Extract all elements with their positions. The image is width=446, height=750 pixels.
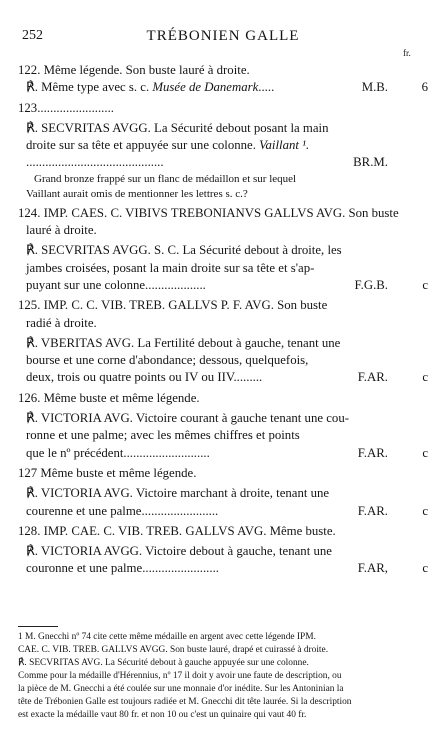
entry-line [18,485,428,502]
entry-line [18,297,428,314]
entry-line [18,100,428,117]
metal-reference: F.AR. [357,503,388,518]
entry-text: droite sur sa tête et appuyée sur une colonne. [26,138,260,153]
entry-text: 127 Même buste et même légende. [18,465,197,480]
entry-text: deux, trois ou quatre points ou IV ou IIV......... [26,370,263,385]
entry-text: Vaillant aurait omis de mentionner les lettres s. c.? [26,187,248,200]
footnote-line: 1 M. Gnecchi nº 74 cite cette même médaille en argent avec cette légende IPM. [18,632,316,642]
entry-text: 128. IMP. CAE. C. VIB. TREB. GALLVS AVG. Même buste. [18,523,336,538]
entry-text: 124. IMP. CAES. C. VIBIVS TREBONIANVS GALLVS AVG. Son buste [18,205,399,220]
entry-line [18,560,428,577]
metal-reference: F.AR, [357,561,388,576]
entry-line [18,335,428,352]
catalogue-entry [18,523,428,543]
entry-line [18,277,428,294]
entry-line [18,222,428,239]
entry-line [18,523,428,540]
entry-line [18,187,428,202]
footnote-line: Comme pour la médaille d'Hérennius, nº 17 il doit y avoir une faute de description, ou [18,671,342,681]
entry-text: jambes croisées, posant la main droite sur sa tête et s'ap- [26,260,315,275]
entry-line [18,205,428,222]
entry-line [18,465,428,482]
entry-text: 126. Même buste et même légende. [18,390,200,405]
entry-line [18,260,428,277]
page-number: 252 [22,28,43,43]
catalogue-entries [18,62,428,581]
metal-reference: F.AR. [357,370,388,385]
footnote-line: la pièce de M. Gnecchi a été coulée sur une monnaie d'or inédite. Sur les Antoninian la [18,684,344,694]
catalogue-entry [18,205,428,243]
catalogue-entry [18,465,428,485]
catalogue-entry [18,390,428,410]
catalogue-entry [18,543,428,581]
entry-text: Grand bronze frappé sur un flanc de médaillon et sur lequel [34,172,297,185]
entry-text: ronne et une palme; avec les mêmes chiffres et points [26,428,300,443]
entry-line [18,79,428,96]
metal-reference: M.B. [361,80,388,95]
entry-line [18,503,428,520]
catalogue-entry [18,62,428,100]
entry-line [18,62,428,79]
entry-line [18,242,428,259]
entry-line [18,427,428,444]
entry-text: lauré à droite. [26,223,97,238]
catalogue-entry [18,242,428,297]
running-header [22,28,424,48]
footnotes [18,620,428,722]
entry-text: ℟. VICTORIA AVG. Victoire marchant à droite, tenant une [26,486,330,501]
rarity-value: 6 [421,80,428,95]
rarity-value: c [422,370,428,385]
entry-text: ℟. Même type avec s. c. [26,80,153,95]
entry-italic-text: Vaillant ¹. [259,138,310,153]
entry-text: 125. IMP. C. C. VIB. TREB. GALLVS P. F. AVG. Son buste [18,298,328,313]
entry-italic-text: Musée de Danemark [152,80,259,95]
entry-line [18,410,428,427]
rarity-value: c [422,561,428,576]
catalogue-entry [18,297,428,335]
catalogue-entry [18,485,428,523]
running-title: TRÉBONIEN GALLE [146,28,300,44]
entry-text: ℟. VICTORIA AVG. Victoire courant à gauche tenant une cou- [26,411,349,426]
entry-line [18,137,428,154]
entry-text: radié à droite. [26,315,97,330]
entry-line [18,369,428,386]
entry-gap [18,578,428,581]
metal-reference: F.AR. [357,445,388,460]
metal-reference: F.G.B. [354,277,388,292]
entry-line [18,352,428,369]
entry-text: puyant sur une colonne................... [26,277,206,292]
column-heading: fr. [403,48,411,58]
catalogue-entry [18,410,428,465]
catalogue-entry [18,335,428,390]
footnote-rule [18,626,58,627]
entry-text: ........................................... [26,155,164,170]
rarity-value: c [422,445,428,460]
catalogue-entry [18,100,428,120]
entry-line [18,315,428,332]
rarity-value: c [422,503,428,518]
entry-text: couronne et une palme........................ [26,561,219,576]
metal-reference: BR.M. [353,155,388,170]
footnote-line: tête de Trébonien Galle est toujours radiée et M. Gnecchi dit tête laurée. Si la description [18,697,352,707]
entry-line [18,543,428,560]
entry-line [18,120,428,137]
entry-text: ℟. SECVRITAS AVGG. La Sécurité debout posant la main [26,120,329,135]
entry-text: ℟. VICTORIA AVGG. Victoire debout à gauche, tenant une [26,544,332,559]
footnote-line: ℟. SECVRITAS AVG. La Sécurité debout à gauche appuyée sur une colonne. [18,658,309,668]
entry-text: 123........................ [18,100,114,115]
entry-line [18,445,428,462]
entry-text: bourse et une corne d'abondance; dessous, quelquefois, [26,353,309,368]
entry-text: ℟. VBERITAS AVG. La Fertilité debout à gauche, tenant une [26,335,341,350]
footnote-line: CAE. C. VIB. TREB. GALLVS AVGG. Son buste lauré, drapé et cuirassé à droite. [18,645,329,655]
entry-text: que le nº précédent........................... [26,445,210,460]
entry-leader: ..... [258,80,275,95]
entry-text: courenne et une palme........................ [26,503,219,518]
catalogue-entry [18,120,428,205]
entry-text: ℟. SECVRITAS AVGG. S. C. La Sécurité debout à droite, les [26,243,342,258]
entry-text: 122. Même légende. Son buste lauré à droite. [18,63,250,77]
entry-line [18,154,428,171]
entry-line [18,390,428,407]
footnote-line: est exacte la médaille vaut 80 fr. et non 10 ou c'est un quinaire qui vaut 40 fr. [18,710,307,720]
rarity-value: c [422,277,428,292]
entry-line [18,172,428,187]
